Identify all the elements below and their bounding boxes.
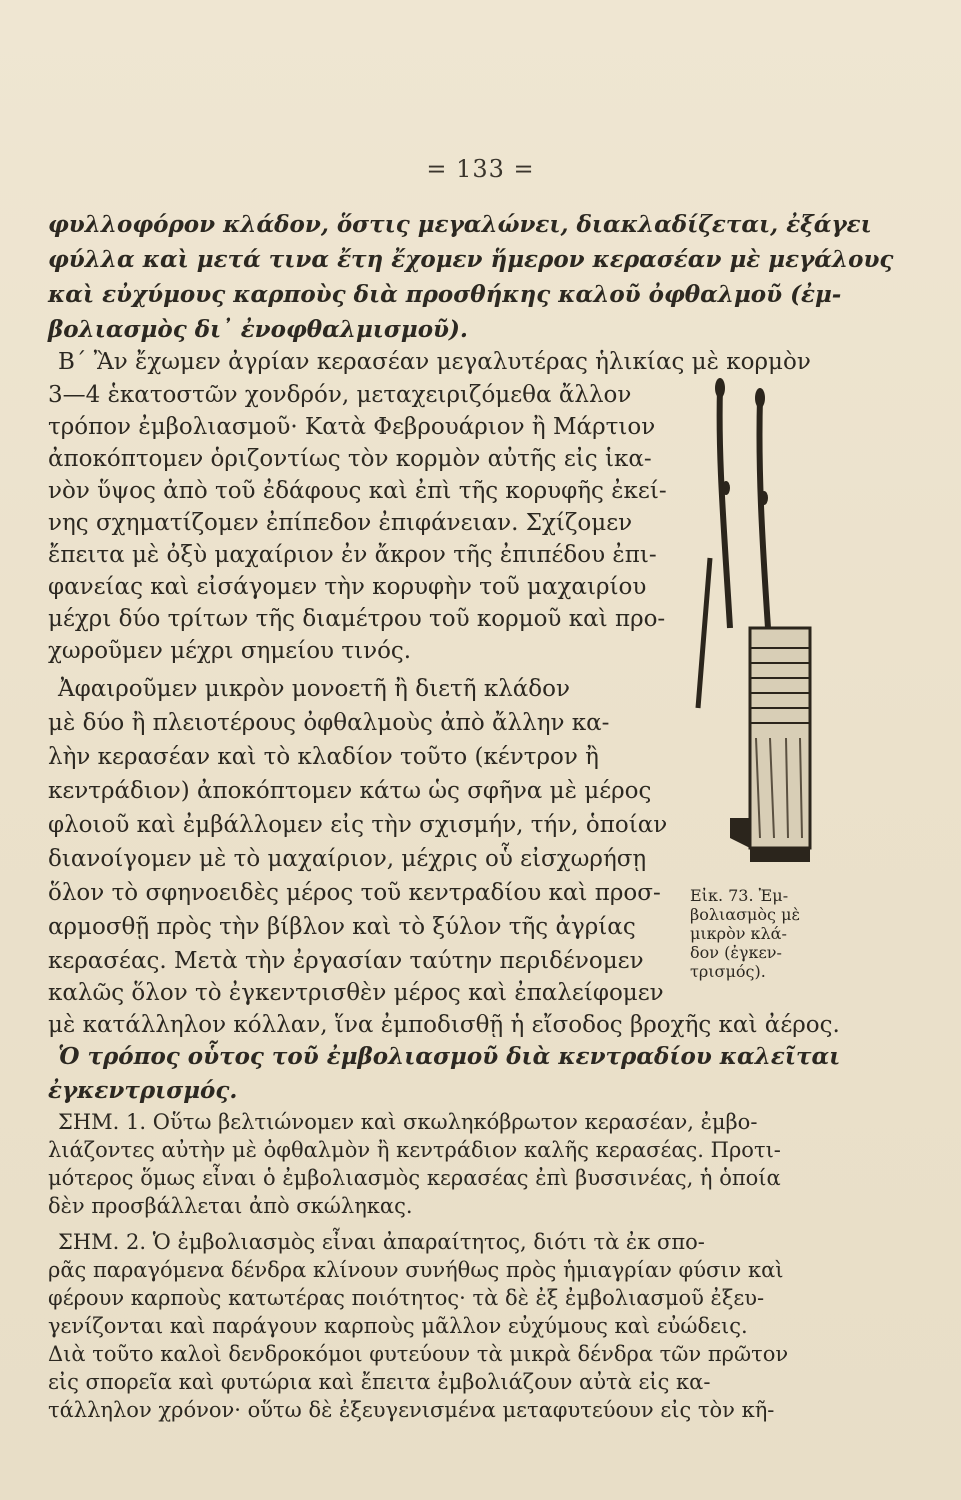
caption-line: μικρὸν κλά- bbox=[690, 924, 787, 943]
body-line: κεντράδιον) ἀποκόπτομεν κάτω ὡς σφῆνα μὲ μέρος bbox=[48, 778, 652, 804]
caption-line: δον (ἐγκεν- bbox=[690, 943, 782, 962]
body-line: φανείας καὶ εἰσάγομεν τὴν κορυφὴν τοῦ μαχαιρίου bbox=[48, 574, 647, 600]
caption-line: Εἰκ. 73. Ἐμ- bbox=[690, 886, 789, 905]
note-line: δὲν προσβάλλεται ἀπὸ σκώληκας. bbox=[48, 1194, 413, 1218]
body-line: μὲ δύο ἢ πλειοτέρους ὀφθαλμοὺς ἀπὸ ἄλλην κα- bbox=[48, 710, 610, 736]
note-line: ΣΗΜ. 2. Ὁ ἐμβολιασμὸς εἶναι ἀπαραίτητος, διότι τὰ ἐκ σπο- bbox=[58, 1230, 705, 1254]
note-line: τάλληλον χρόνον· οὕτω δὲ ἐξευγενισμένα μεταφυτεύουν εἰς τὸν κῆ- bbox=[48, 1398, 775, 1422]
note-line: φέρουν καρποὺς κατωτέρας ποιότητος· τὰ δὲ ἐξ ἐμβολιασμοῦ ἐξευ- bbox=[48, 1286, 765, 1310]
note-line: μότερος ὅμως εἶναι ὁ ἐμβολιασμὸς κερασέας ἐπὶ βυσσινέας, ἡ ὁποία bbox=[48, 1166, 781, 1190]
body-line: ἔπειτα μὲ ὀξὺ μαχαίριον ἐν ἄκρον τῆς ἐπιπέδου ἐπι- bbox=[48, 542, 657, 568]
body-line: χωροῦμεν μέχρι σημείου τινός. bbox=[48, 638, 412, 664]
body-line: νὸν ὕψος ἀπὸ τοῦ ἐδάφους καὶ ἐπὶ τῆς κορυφῆς ἐκεί- bbox=[48, 478, 667, 504]
body-line: καλῶς ὅλον τὸ ἐγκεντρισθὲν μέρος καὶ ἐπαλείφομεν bbox=[48, 980, 664, 1006]
body-line: ἀποκόπτομεν ὁριζοντίως τὸν κορμὸν αὐτῆς εἰς ἱκα- bbox=[48, 446, 652, 472]
body-line: φύλλα καὶ μετά τινα ἔτη ἔχομεν ἥμερον κερασέαν μὲ μεγάλους bbox=[48, 246, 894, 273]
note-line: γενίζονται καὶ παράγουν καρποὺς μᾶλλον εὐχύμους καὶ εὐώδεις. bbox=[48, 1314, 748, 1338]
caption-line: τρισμός). bbox=[690, 962, 766, 981]
grafting-illustration bbox=[690, 378, 830, 878]
body-line: 3—4 ἑκατοστῶν χονδρόν, μεταχειριζόμεθα ἄλλον bbox=[48, 382, 632, 408]
body-line: μὲ κατάλληλον κόλλαν, ἵνα ἐμποδισθῇ ἡ εἴσοδος βροχῆς καὶ ἀέρος. bbox=[48, 1012, 840, 1038]
caption-line: βολιασμὸς μὲ bbox=[690, 905, 801, 924]
body-line: νης σχηματίζομεν ἐπίπεδον ἐπιφάνειαν. Σχίζομεν bbox=[48, 510, 633, 536]
note-line: λιάζοντες αὐτὴν μὲ ὀφθαλμὸν ἢ κεντράδιον καλῆς κερασέας. Προτι- bbox=[48, 1138, 781, 1162]
note-line: Διὰ τοῦτο καλοὶ δενδροκόμοι φυτεύουν τὰ μικρὰ δένδρα τῶν πρῶτον bbox=[48, 1342, 789, 1366]
body-line: αρμοσθῇ πρὸς τὴν βίβλον καὶ τὸ ξύλον τῆς ἀγρίας bbox=[48, 914, 636, 940]
body-line: φυλλοφόρον κλάδον, ὅστις μεγαλώνει, διακλαδίζεται, ἐξάγει bbox=[48, 211, 872, 238]
body-line: τρόπον ἐμβολιασμοῦ· Κατὰ Φεβρουάριον ἢ Μάρτιον bbox=[48, 414, 656, 440]
body-line: βολιασμὸς δι᾽ ἐνοφθαλμισμοῦ). bbox=[48, 316, 468, 343]
body-line: φλοιοῦ καὶ ἐμβάλλομεν εἰς τὴν σχισμήν, τήν, ὁποίαν bbox=[48, 812, 668, 838]
page-number: = 133 = bbox=[426, 155, 535, 183]
figure-caption bbox=[690, 886, 830, 981]
body-line: Β΄ Ἂν ἔχωμεν ἀγρίαν κερασέαν μεγαλυτέρας ἡλικίας μὲ κορμὸν bbox=[58, 349, 811, 375]
body-line: κερασέας. Μετὰ τὴν ἐργασίαν ταύτην περιδένομεν bbox=[48, 948, 644, 974]
body-line: καὶ εὐχύμους καρποὺς διὰ προσθήκης καλοῦ ὀφθαλμοῦ (ἐμ- bbox=[48, 281, 842, 308]
body-line: Ἀφαιροῦμεν μικρὸν μονοετῆ ἢ διετῆ κλάδον bbox=[58, 676, 570, 702]
body-line: λὴν κερασέαν καὶ τὸ κλαδίον τοῦτο (κέντρον ἢ bbox=[48, 744, 599, 770]
body-line: Ὁ τρόπος οὗτος τοῦ ἐμβολιασμοῦ διὰ κεντραδίου καλεῖται bbox=[58, 1043, 841, 1070]
body-line: ὅλον τὸ σφηνοειδὲς μέρος τοῦ κεντραδίου καὶ προσ- bbox=[48, 880, 661, 906]
note-line: εἰς σπορεῖα καὶ φυτώρια καὶ ἔπειτα ἐμβολιάζουν αὐτὰ εἰς κα- bbox=[48, 1370, 711, 1394]
body-line: διανοίγομεν μὲ τὸ μαχαίριον, μέχρις οὗ εἰσχωρήσῃ bbox=[48, 846, 647, 872]
note-line: ρᾶς παραγόμενα δένδρα κλίνουν συνήθως πρὸς ἡμιαγρίαν φύσιν καὶ bbox=[48, 1258, 784, 1282]
note-line: ΣΗΜ. 1. Οὕτω βελτιώνομεν καὶ σκωληκόβρωτον κερασέαν, ἐμβο- bbox=[58, 1110, 758, 1134]
body-line: ἐγκεντρισμός. bbox=[48, 1077, 238, 1104]
body-line: μέχρι δύο τρίτων τῆς διαμέτρου τοῦ κορμοῦ καὶ προ- bbox=[48, 606, 666, 632]
